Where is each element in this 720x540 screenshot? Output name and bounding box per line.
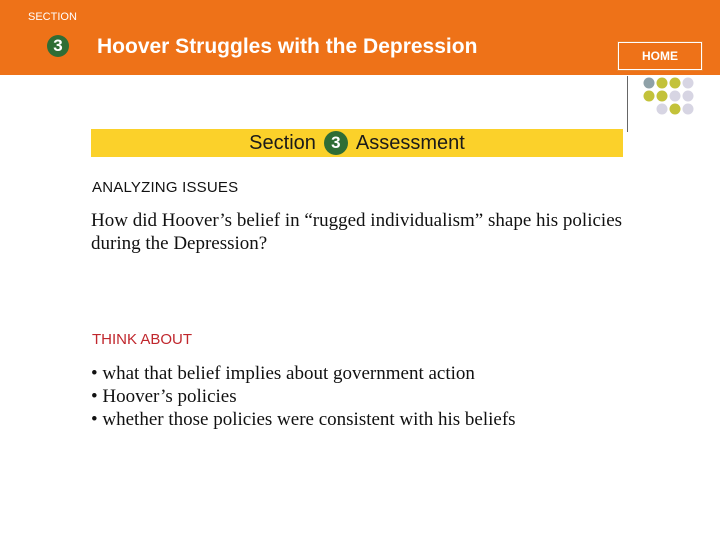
dot: [657, 91, 668, 102]
assessment-label-assessment: Assessment: [355, 131, 465, 154]
question-text: How did Hoover’s belief in “rugged individualism” shape his policies during the Depression?: [91, 210, 623, 254]
dot: [657, 104, 668, 115]
dot: [670, 78, 681, 89]
section-kicker: SECTION: [28, 11, 77, 23]
assessment-number-badge: 3: [324, 131, 348, 155]
assessment-bar: [91, 129, 623, 157]
dot: [683, 78, 694, 89]
dot: [683, 104, 694, 115]
section-number-badge: 3: [47, 35, 69, 57]
list-item: • whether those policies were consistent with his beliefs: [91, 408, 516, 431]
list-item: • what that belief implies about government action: [91, 362, 516, 385]
list-item: • Hoover’s policies: [91, 385, 516, 408]
dot: [657, 78, 668, 89]
dot: [670, 104, 681, 115]
page-title: Hoover Struggles with the Depression: [97, 35, 478, 58]
divider-line: [627, 76, 628, 132]
dot: [644, 91, 655, 102]
dot: [683, 91, 694, 102]
think-about-heading: THINK ABOUT: [92, 331, 193, 348]
header-bar: [0, 0, 720, 75]
assessment-label-section: Section: [249, 131, 316, 154]
dot: [670, 91, 681, 102]
home-button[interactable]: HOME: [618, 42, 702, 70]
dot: [644, 78, 655, 89]
think-about-list: [91, 362, 516, 431]
analyzing-issues-heading: ANALYZING ISSUES: [92, 179, 239, 196]
